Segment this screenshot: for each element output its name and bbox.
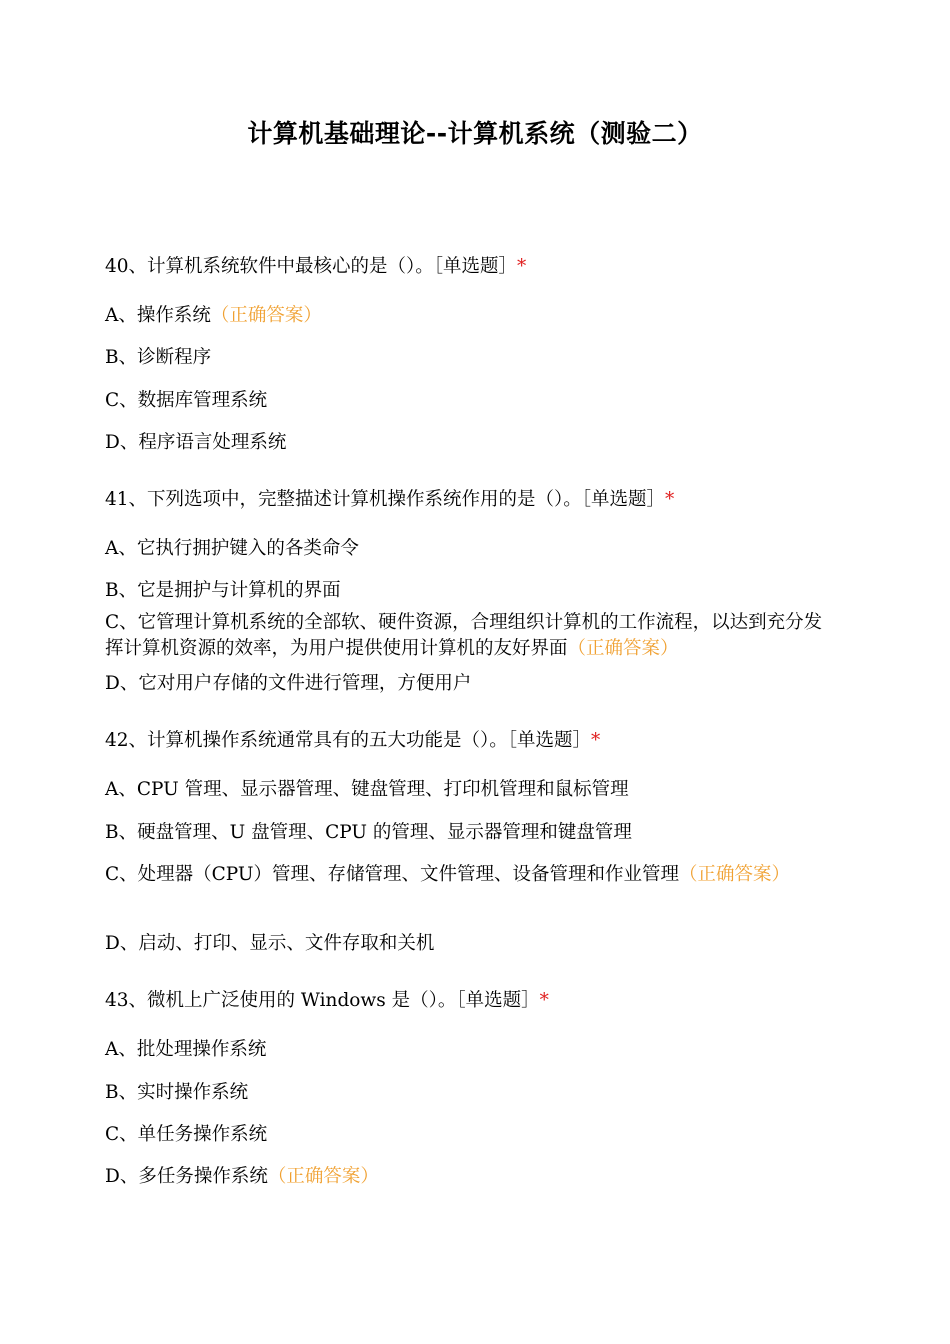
question-42-option-c — [105, 862, 833, 888]
question-40-option-a — [105, 303, 833, 329]
question-41-stem — [105, 487, 833, 513]
question-43-option-b — [105, 1080, 833, 1106]
question-42-stem — [105, 728, 833, 754]
option-text: A、它执行拥护键入的各类命令 — [105, 538, 359, 559]
question-40-stem — [105, 254, 833, 280]
question-stem-text: 43、微机上广泛使用的 Windows 是（）。［单选题］ — [105, 990, 540, 1011]
option-text: C、单任务操作系统 — [105, 1124, 268, 1145]
question-43-option-a — [105, 1037, 833, 1063]
question-43-option-d — [105, 1164, 833, 1190]
question-41-option-c — [105, 610, 833, 662]
question-stem-text: 40、计算机系统软件中最核心的是（）。［单选题］ — [105, 256, 518, 277]
option-text: B、它是拥护与计算机的界面 — [105, 580, 341, 601]
required-mark: * — [591, 730, 601, 751]
question-stem-text: 42、计算机操作系统通常具有的五大功能是（）。［单选题］ — [105, 730, 592, 751]
question-41-option-a — [105, 536, 833, 562]
correct-answer-tag: （正确答案） — [679, 864, 791, 885]
required-mark: * — [665, 489, 675, 510]
question-stem-text: 41、下列选项中，完整描述计算机操作系统作用的是（）。［单选题］ — [105, 489, 666, 510]
required-mark: * — [517, 256, 527, 277]
document-title: 计算机基础理论--计算机系统（测验二） — [247, 119, 703, 148]
option-text: D、它对用户存储的文件进行管理，方便用户 — [105, 673, 472, 694]
option-text: D、多任务操作系统 — [105, 1166, 268, 1187]
question-40-option-c — [105, 388, 833, 414]
option-text: A、批处理操作系统 — [105, 1039, 267, 1060]
option-text: C、它管理计算机系统的全部软、硬件资源，合理组织计算机的工作流程，以达到充分发挥计算机资源的效率，为用户提供使用计算机的友好界面 — [105, 612, 823, 659]
question-42-option-b — [105, 820, 833, 846]
question-41-option-d — [105, 671, 833, 697]
option-text: C、处理器（CPU）管理、存储管理、文件管理、设备管理和作业管理 — [105, 864, 680, 885]
option-text: A、操作系统 — [105, 305, 211, 326]
option-text: D、启动、打印、显示、文件存取和关机 — [105, 933, 435, 954]
correct-answer-tag: （正确答案） — [267, 1166, 379, 1187]
correct-answer-tag: （正确答案） — [210, 305, 322, 326]
option-text: A、CPU 管理、显示器管理、键盘管理、打印机管理和鼠标管理 — [105, 779, 629, 800]
option-text: B、实时操作系统 — [105, 1082, 249, 1103]
question-42-option-d — [105, 931, 833, 957]
option-text: B、硬盘管理、U 盘管理、CPU 的管理、显示器管理和键盘管理 — [105, 822, 632, 843]
question-43-option-c — [105, 1122, 833, 1148]
correct-answer-tag: （正确答案） — [567, 638, 679, 659]
option-text: B、诊断程序 — [105, 347, 212, 368]
question-40-option-b — [105, 345, 833, 371]
option-text: C、数据库管理系统 — [105, 390, 268, 411]
question-41-option-b — [105, 578, 833, 604]
required-mark: * — [539, 990, 549, 1011]
option-text: D、程序语言处理系统 — [105, 432, 287, 453]
question-42-option-a — [105, 777, 833, 803]
question-40-option-d — [105, 430, 833, 456]
question-43-stem — [105, 988, 833, 1014]
